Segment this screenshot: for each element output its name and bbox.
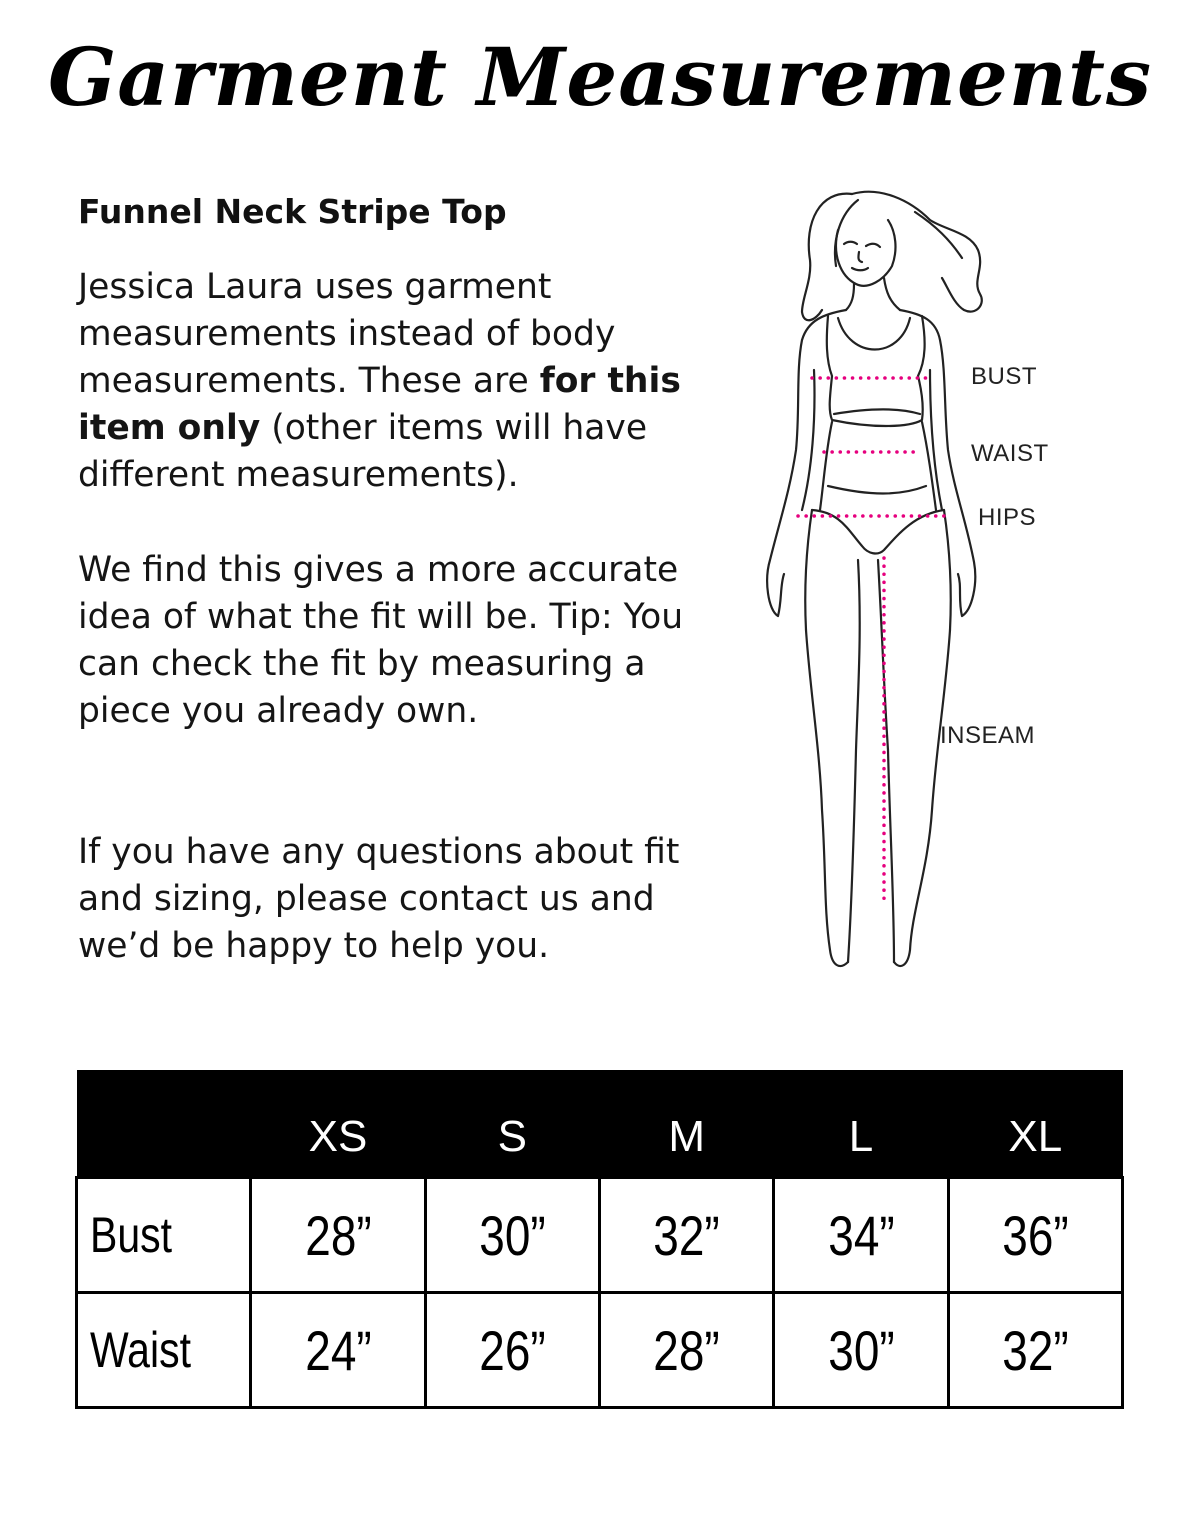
table-row bbox=[77, 1293, 1123, 1408]
cell-waist-xl bbox=[948, 1293, 1122, 1408]
cell-bust-xs bbox=[251, 1178, 425, 1293]
cell-value: 30” bbox=[479, 1203, 546, 1267]
cell-value: 36” bbox=[1002, 1203, 1069, 1267]
left-leg bbox=[806, 630, 848, 966]
cell-value: 28” bbox=[304, 1203, 372, 1267]
cell-value: 34” bbox=[827, 1203, 895, 1267]
cell-waist-m bbox=[599, 1293, 773, 1408]
product-name: Funnel Neck Stripe Top bbox=[78, 192, 507, 231]
cell-value: 26” bbox=[479, 1318, 546, 1382]
measure-lines bbox=[798, 378, 944, 900]
row-label-text: Bust bbox=[90, 1207, 173, 1263]
hips-label: HIPS bbox=[978, 504, 1037, 531]
cell-bust-xl bbox=[948, 1178, 1122, 1293]
header-xl: XL bbox=[948, 1070, 1122, 1178]
bust-label: BUST bbox=[971, 363, 1038, 390]
face-outline bbox=[836, 220, 895, 286]
cell-value: 28” bbox=[653, 1318, 720, 1382]
header-m: M bbox=[599, 1070, 773, 1178]
intro-text-end: (other items will have different measurements). bbox=[78, 408, 648, 495]
cell-value: 24” bbox=[304, 1318, 372, 1382]
row-label-text: Waist bbox=[90, 1322, 191, 1378]
inseam-label: INSEAM bbox=[940, 722, 1036, 749]
waist-label: WAIST bbox=[971, 440, 1049, 467]
right-leg bbox=[894, 630, 950, 966]
table-row bbox=[77, 1178, 1123, 1293]
header-xs: XS bbox=[251, 1070, 425, 1178]
intro-text: Jessica Laura uses garment measurements instead of body measurements. These are bbox=[78, 267, 616, 401]
cell-bust-m bbox=[599, 1178, 773, 1293]
cell-bust-s bbox=[425, 1178, 599, 1293]
header-blank bbox=[77, 1070, 251, 1178]
row-label-waist bbox=[77, 1293, 251, 1408]
header-s: S bbox=[425, 1070, 599, 1178]
fit-tip-paragraph: We find this gives a more accurate idea of what the fit will be. Tip: You can check the fit by measuring a piece you already own. bbox=[78, 550, 684, 731]
cell-waist-l bbox=[774, 1293, 948, 1408]
body-illustration bbox=[740, 170, 1060, 990]
hair-outline bbox=[802, 194, 852, 321]
cell-value: 32” bbox=[653, 1203, 720, 1267]
hair-right bbox=[852, 192, 982, 312]
size-header-row bbox=[77, 1070, 1123, 1178]
page-title: Garment Measurements bbox=[47, 30, 1153, 124]
header-l: L bbox=[774, 1070, 948, 1178]
body-figure bbox=[740, 170, 1060, 990]
right-arm bbox=[900, 310, 975, 616]
intro-paragraph-1 bbox=[78, 264, 718, 499]
size-chart-table bbox=[75, 1070, 1124, 1409]
cell-value: 32” bbox=[1002, 1318, 1069, 1382]
contact-paragraph: If you have any questions about fit and sizing, please contact us and we’d be happy to help you. bbox=[78, 832, 680, 966]
intro-emphasis: for this item only bbox=[78, 361, 681, 448]
cell-bust-l bbox=[774, 1178, 948, 1293]
row-label-bust bbox=[77, 1178, 251, 1293]
cell-waist-s bbox=[425, 1293, 599, 1408]
cell-waist-xs bbox=[251, 1293, 425, 1408]
cell-value: 30” bbox=[827, 1318, 895, 1382]
